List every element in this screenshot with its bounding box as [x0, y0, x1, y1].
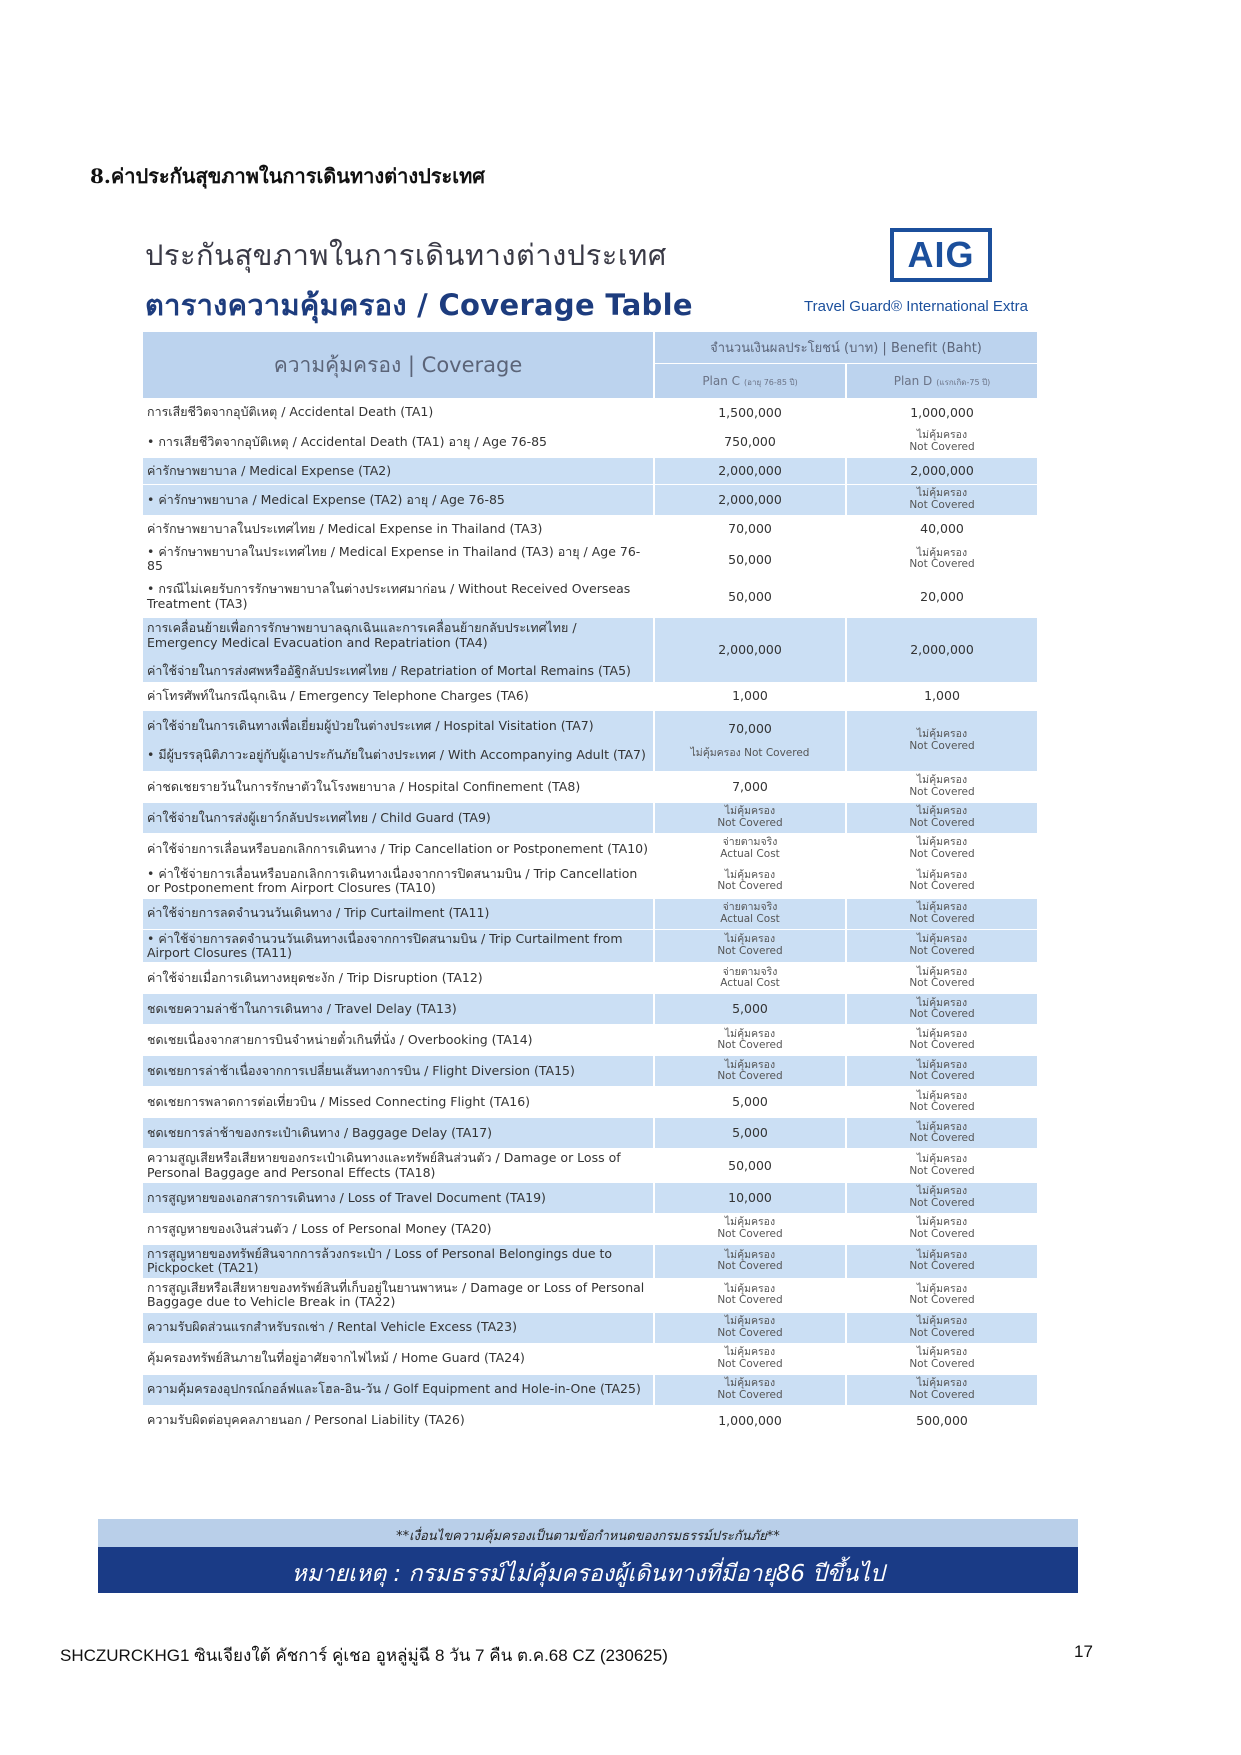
plan-c-value: 1,500,000	[718, 404, 782, 420]
plan-d-value	[847, 772, 1037, 802]
value-line: Not Covered	[909, 1388, 975, 1401]
plan-c-value: 2,000,000	[655, 458, 845, 484]
plan-d-value	[847, 994, 1037, 1024]
value-line: ไม่คุ้มครอง	[916, 836, 968, 849]
coverage-item-label: ค่าโทรศัพท์ในกรณีฉุกเฉิน / Emergency Telephone Charges (TA6)	[147, 688, 529, 704]
value-line: ไม่คุ้มครอง	[916, 774, 968, 787]
value-line: Not Covered	[909, 785, 975, 798]
value-line: ไม่คุ้มครอง	[916, 1185, 968, 1198]
table-row	[143, 683, 1037, 710]
coverage-item-line: การเคลื่อนย้ายเพื่อการรักษาพยาบาลฉุกเฉินและการเคลื่อนย้ายกลับประเทศไทย / Emergency Medical Evacuation and Repatriation (TA4)	[147, 620, 577, 650]
plan-c-value: 5,000	[732, 1094, 768, 1110]
table-row	[143, 1245, 1037, 1278]
plan-d-value	[847, 1344, 1037, 1374]
aig-logo-text: AIG	[907, 234, 975, 275]
coverage-item-label: ชดเชยการพลาดการต่อเที่ยวบิน / Missed Connecting Flight (TA16)	[147, 1094, 531, 1110]
table-row	[143, 803, 1037, 833]
plan-c-value	[655, 1375, 845, 1405]
coverage-item-label: • การเสียชีวิตจากอุบัติเหตุ / Accidental Death (TA1) อายุ / Age 76-85	[147, 433, 548, 449]
value-line: Not Covered	[909, 944, 975, 957]
plan-d-value: 1,000,000	[910, 404, 974, 420]
product-name: Travel Guard® International Extra	[804, 298, 1028, 315]
value-line: ไม่คุ้มครอง	[916, 1376, 968, 1389]
table-row	[143, 399, 1037, 426]
table-row	[143, 1087, 1037, 1117]
plan-c-value: 50,000	[728, 551, 772, 567]
plan-d-value: 2,000,000	[847, 458, 1037, 484]
coverage-table-body	[143, 399, 1037, 1436]
aig-logo	[890, 228, 992, 282]
plan-c-value	[655, 1056, 845, 1086]
value-line: Not Covered	[909, 1070, 975, 1083]
document-title-thai: ประกันสุขภาพในการเดินทางต่างประเทศ	[145, 238, 667, 272]
plan-d-value: 40,000	[920, 521, 964, 537]
value-line: ไม่คุ้มครอง	[724, 1314, 776, 1327]
table-row	[143, 1313, 1037, 1343]
table-row	[143, 1375, 1037, 1405]
table-row	[143, 1025, 1037, 1055]
value-line: Not Covered	[909, 1260, 975, 1273]
value-line: Not Covered	[717, 816, 783, 829]
page-number: 17	[1074, 1642, 1093, 1661]
plan-c-value	[655, 865, 845, 898]
plan-d-label: Plan D	[893, 373, 933, 388]
table-row	[143, 930, 1037, 963]
plan-d-value	[847, 711, 1037, 771]
value-line: Not Covered	[909, 1294, 975, 1307]
table-row	[143, 1056, 1037, 1086]
plan-c-value: 70,000	[728, 521, 772, 537]
value-line: ไม่คุ้มครอง	[916, 487, 968, 500]
coverage-item-label	[143, 711, 653, 771]
plan-c-value	[655, 899, 845, 929]
plan-c-value	[655, 1344, 845, 1374]
plan-c-value	[655, 1279, 845, 1312]
coverage-header: ความคุ้มครอง | Coverage	[143, 332, 653, 398]
plan-c-value: 5,000	[655, 994, 845, 1024]
plan-d-header	[847, 364, 1037, 398]
table-row	[143, 994, 1037, 1024]
value-line: ไม่คุ้มครอง	[916, 728, 968, 741]
value-line: ไม่คุ้มครอง	[724, 933, 776, 946]
coverage-item-label: ความคุ้มครองอุปกรณ์กอล์ฟและโฮล-อิน-วัน / Golf Equipment and Hole-in-One (TA25)	[143, 1375, 653, 1405]
value-line: Not Covered	[909, 1101, 975, 1114]
plan-c-value: 10,000	[655, 1183, 845, 1213]
value-line: Not Covered	[717, 1039, 783, 1052]
remark-banner: หมายเหตุ : กรมธรรม์ไม่คุ้มครองผู้เดินทางที่มีอายุ86 ปีขึ้นไป	[98, 1547, 1078, 1593]
plan-d-value	[847, 1279, 1037, 1312]
value-line: Not Covered	[717, 944, 783, 957]
coverage-item-label: ค่าใช้จ่ายในการส่งผู้เยาว์กลับประเทศไทย / Child Guard (TA9)	[143, 803, 653, 833]
coverage-item-label: ค่ารักษาพยาบาล / Medical Expense (TA2)	[143, 458, 653, 484]
benefit-header: จำนวนเงินผลประโยชน์ (บาท) | Benefit (Baht)	[655, 332, 1037, 363]
coverage-item-label: ความรับผิดส่วนแรกสำหรับรถเช่า / Rental Vehicle Excess (TA23)	[143, 1313, 653, 1343]
coverage-item-label: การสูญเสียหรือเสียหายของทรัพย์สินที่เก็บอยู่ในยานพาหนะ / Damage or Loss of Personal Baggage due to Vehicle Break in (TA22)	[147, 1279, 645, 1310]
value-line: ไม่คุ้มครอง	[724, 1248, 776, 1261]
value-line: Actual Cost	[720, 977, 780, 990]
value-line: ไม่คุ้มครอง	[916, 429, 968, 442]
coverage-item-line: ค่าใช้จ่ายในการเดินทางเพื่อเยี่ยมผู้ป่วยในต่างประเทศ / Hospital Visitation (TA7)	[147, 718, 594, 734]
plan-c-label: Plan C	[702, 373, 741, 388]
value-line: จ่ายตามจริง	[722, 836, 778, 849]
coverage-item-label: ชดเชยเนื่องจากสายการบินจำหน่ายตั๋วเกินที่นั่ง / Overbooking (TA14)	[147, 1032, 533, 1048]
coverage-item-label: ชดเชยความล่าช้าในการเดินทาง / Travel Delay (TA13)	[143, 994, 653, 1024]
plan-d-value	[847, 1214, 1037, 1244]
plan-c-header	[655, 364, 845, 398]
plan-d-value	[847, 1025, 1037, 1055]
plan-d-value	[847, 485, 1037, 515]
coverage-item-label: การสูญหายของเอกสารการเดินทาง / Loss of Travel Document (TA19)	[143, 1183, 653, 1213]
value-line: ไม่คุ้มครอง	[724, 1376, 776, 1389]
value-line: ไม่คุ้มครอง	[724, 1027, 776, 1040]
value-line: Not Covered	[909, 499, 975, 511]
coverage-item-label: ค่าใช้จ่ายการลดจำนวนวันเดินทาง / Trip Curtailment (TA11)	[143, 899, 653, 929]
value-line: ไม่คุ้มครอง	[916, 1216, 968, 1229]
value-line: ไม่คุ้มครอง	[916, 868, 968, 881]
plan-d-value	[847, 834, 1037, 864]
value-line: ไม่คุ้มครอง	[916, 805, 968, 818]
plan-c-value	[655, 1313, 845, 1343]
value-line: Not Covered	[909, 1326, 975, 1339]
plan-c-value: 5,000	[655, 1118, 845, 1148]
value-line: Not Covered	[909, 977, 975, 990]
coverage-item-label: ความสูญเสียหรือเสียหายของกระเป๋าเดินทางและทรัพย์สินส่วนตัว / Damage or Loss of Personal Baggage and Personal Effects (TA18)	[147, 1150, 621, 1180]
value-line: ไม่คุ้มครอง	[916, 1345, 968, 1358]
plan-d-value: 1,000	[924, 688, 960, 704]
value-line: Not Covered	[717, 1388, 783, 1401]
plan-c-value	[655, 930, 845, 963]
value-line: 70,000	[728, 721, 772, 737]
value-line: ไม่คุ้มครอง	[916, 1282, 968, 1295]
coverage-item-label: การสูญหายของเงินส่วนตัว / Loss of Personal Money (TA20)	[147, 1220, 492, 1236]
coverage-item-label: การสูญหายของทรัพย์สินจากการล้วงกระเป๋า / Loss of Personal Belongings due to Pickpocket (TA21)	[143, 1245, 653, 1278]
plan-c-value	[655, 711, 845, 771]
value-line: Not Covered	[717, 1326, 783, 1339]
plan-c-value	[655, 803, 845, 833]
value-line: ไม่คุ้มครอง	[916, 546, 968, 559]
table-row	[143, 1279, 1037, 1312]
table-row	[143, 458, 1037, 484]
plan-d-value	[847, 1149, 1037, 1182]
value-line: Not Covered	[909, 1039, 975, 1052]
value-line: Not Covered	[909, 1132, 975, 1145]
coverage-item-label: ค่าใช้จ่ายการเลื่อนหรือบอกเลิกการเดินทาง / Trip Cancellation or Postponement (TA10)	[147, 840, 649, 856]
table-row	[143, 485, 1037, 515]
value-line: ไม่คุ้มครอง	[916, 1248, 968, 1261]
value-line: ไม่คุ้มครอง	[916, 1027, 968, 1040]
coverage-item-label: • ค่ารักษาพยาบาล / Medical Expense (TA2) อายุ / Age 76-85	[143, 485, 653, 515]
plan-c-value: 1,000,000	[718, 1412, 782, 1428]
value-line: Not Covered	[717, 1070, 783, 1083]
coverage-item-label: ความรับผิดต่อบุคคลภายนอก / Personal Liability (TA26)	[147, 1412, 465, 1428]
value-line: ไม่คุ้มครอง	[724, 1058, 776, 1071]
value-line: Not Covered	[909, 739, 975, 752]
plan-d-value	[847, 930, 1037, 963]
plan-d-value	[847, 865, 1037, 898]
plan-d-value	[847, 1375, 1037, 1405]
value-line: Not Covered	[909, 880, 975, 893]
coverage-item-label: คุ้มครองทรัพย์สินภายในที่อยู่อาศัยจากไฟไหม้ / Home Guard (TA24)	[147, 1350, 525, 1366]
value-line: ไม่คุ้มครอง	[916, 1314, 968, 1327]
coverage-table	[141, 331, 1039, 1437]
plan-c-value: 1,000	[732, 688, 768, 704]
value-line: ไม่คุ้มครอง	[916, 933, 968, 946]
value-line: ไม่คุ้มครอง	[916, 1058, 968, 1071]
table-row	[143, 577, 1037, 617]
value-line: ไม่คุ้มครอง	[724, 868, 776, 881]
value-line: Actual Cost	[720, 847, 780, 860]
table-row	[143, 1183, 1037, 1213]
plan-d-age-note: (แรกเกิด-75 ปี)	[936, 377, 991, 387]
value-line: ไม่คุ้มครอง	[724, 805, 776, 818]
plan-d-value: 500,000	[916, 1412, 968, 1428]
plan-c-value	[655, 1214, 845, 1244]
value-line: Not Covered	[717, 1228, 783, 1240]
section-heading: 8.ค่าประกันสุขภาพในการเดินทางต่างประเทศ	[90, 164, 485, 188]
table-row	[143, 1149, 1037, 1182]
table-row	[143, 618, 1037, 682]
table-row	[143, 543, 1037, 576]
value-line: ไม่คุ้มครอง	[916, 900, 968, 913]
value-line: Not Covered	[717, 1260, 783, 1273]
value-line: ไม่คุ้มครอง	[724, 1216, 776, 1229]
plan-d-value	[847, 1313, 1037, 1343]
value-line: Not Covered	[909, 1197, 975, 1209]
value-line: ไม่คุ้มครอง	[916, 1153, 968, 1166]
table-row	[143, 427, 1037, 457]
plan-d-value	[847, 1056, 1037, 1086]
plan-d-value	[847, 1245, 1037, 1278]
coverage-item-line: • มีผู้บรรลุนิติภาวะอยู่กับผู้เอาประกันภัยในต่างประเทศ / With Accompanying Adult (TA7)	[147, 746, 646, 762]
plan-c-value	[655, 834, 845, 864]
coverage-item-label: ค่ารักษาพยาบาลในประเทศไทย / Medical Expense in Thailand (TA3)	[147, 520, 543, 536]
table-row	[143, 516, 1037, 542]
plan-d-value	[847, 803, 1037, 833]
coverage-item-line: ค่าใช้จ่ายในการส่งศพหรืออัฐิกลับประเทศไทย / Repatriation of Mortal Remains (TA5)	[147, 662, 631, 678]
table-row	[143, 963, 1037, 993]
table-row	[143, 834, 1037, 864]
value-line: Not Covered	[909, 1357, 975, 1370]
value-line: ไม่คุ้มครอง	[916, 965, 968, 978]
plan-d-value	[847, 1183, 1037, 1213]
footer-tour-code: SHCZURCKHG1 ซินเจียงใต้ คัชการ์ คู่เชอ อูหลู่มู่ฉี 8 วัน 7 คืน ต.ค.68 CZ (230625)	[60, 1646, 668, 1665]
plan-d-value	[847, 543, 1037, 576]
value-line: Not Covered	[717, 1294, 783, 1307]
coverage-item-label: • ค่าใช้จ่ายการลดจำนวนวันเดินทางเนื่องจากการปิดสนามบิน / Trip Curtailment from Airport Closures (TA11)	[143, 930, 653, 963]
plan-d-value	[847, 963, 1037, 993]
table-row	[143, 899, 1037, 929]
value-line: Not Covered	[717, 1357, 783, 1370]
coverage-item-label	[143, 618, 653, 682]
value-line: ไม่คุ้มครอง	[916, 1089, 968, 1102]
document-title-coverage-table: ตารางความคุ้มครอง / Coverage Table	[145, 288, 693, 322]
coverage-item-label: • ค่าใช้จ่ายการเลื่อนหรือบอกเลิกการเดินทางเนื่องจากการปิดสนามบิน / Trip Cancellation or Postponement from Airport Closures (TA10)	[147, 865, 638, 896]
table-row	[143, 865, 1037, 898]
plan-c-value: 7,000	[732, 778, 768, 794]
table-row	[143, 711, 1037, 771]
plan-d-value	[847, 1118, 1037, 1148]
plan-c-value	[655, 1025, 845, 1055]
value-line: Not Covered	[909, 1228, 975, 1240]
value-line: ไม่คุ้มครอง Not Covered	[690, 746, 810, 759]
value-line: Not Covered	[909, 847, 975, 860]
table-row	[143, 1406, 1037, 1436]
plan-d-value: 2,000,000	[847, 618, 1037, 682]
coverage-item-label: ชดเชยการล่าช้าเนื่องจากการเปลี่ยนเส้นทางการบิน / Flight Diversion (TA15)	[143, 1056, 653, 1086]
table-row	[143, 772, 1037, 802]
value-line: ไม่คุ้มครอง	[916, 996, 968, 1009]
coverage-item-label: • กรณีไม่เคยรับการรักษาพยาบาลในต่างประเทศมาก่อน / Without Received Overseas Treatment (TA3)	[147, 581, 631, 611]
plan-c-value: 2,000,000	[655, 618, 845, 682]
plan-d-value	[847, 1087, 1037, 1117]
coverage-item-label: การเสียชีวิตจากอุบัติเหตุ / Accidental Death (TA1)	[147, 404, 434, 420]
plan-c-age-note: (อายุ 76-85 ปี)	[744, 377, 798, 387]
value-line: Not Covered	[909, 816, 975, 829]
coverage-item-label: ชดเชยการล่าช้าของกระเป๋าเดินทาง / Baggage Delay (TA17)	[143, 1118, 653, 1148]
plan-d-value	[847, 427, 1037, 457]
value-line: ไม่คุ้มครอง	[916, 1120, 968, 1133]
value-line: Not Covered	[909, 1164, 975, 1177]
coverage-item-label: • ค่ารักษาพยาบาลในประเทศไทย / Medical Expense in Thailand (TA3) อายุ / Age 76-85	[147, 544, 641, 574]
value-line: ไม่คุ้มครอง	[724, 1282, 776, 1295]
conditions-note: **เงื่อนไขความคุ้มครองเป็นตามข้อกำหนดของกรมธรรม์ประกันภัย**	[98, 1519, 1078, 1547]
plan-d-value	[847, 899, 1037, 929]
value-line: Not Covered	[909, 912, 975, 925]
plan-c-value	[655, 963, 845, 993]
plan-c-value: 2,000,000	[655, 485, 845, 515]
table-row	[143, 1344, 1037, 1374]
value-line: Not Covered	[909, 558, 975, 571]
plan-c-value: 50,000	[728, 1157, 772, 1173]
table-row	[143, 1118, 1037, 1148]
coverage-item-label: ค่าใช้จ่ายเมื่อการเดินทางหยุดชะงัก / Trip Disruption (TA12)	[147, 970, 483, 986]
table-row	[143, 1214, 1037, 1244]
value-line: Actual Cost	[720, 912, 780, 925]
value-line: ไม่คุ้มครอง	[724, 1345, 776, 1358]
coverage-item-label: ค่าชดเชยรายวันในการรักษาตัวในโรงพยาบาล / Hospital Confinement (TA8)	[147, 778, 581, 794]
value-line: จ่ายตามจริง	[722, 965, 778, 978]
value-line: Not Covered	[909, 1008, 975, 1021]
plan-c-value: 50,000	[728, 588, 772, 604]
plan-d-value: 20,000	[920, 588, 964, 604]
value-line: จ่ายตามจริง	[722, 900, 778, 913]
plan-c-value	[655, 1245, 845, 1278]
plan-c-value: 750,000	[724, 434, 776, 450]
value-line: Not Covered	[717, 880, 783, 893]
value-line: Not Covered	[909, 441, 975, 453]
